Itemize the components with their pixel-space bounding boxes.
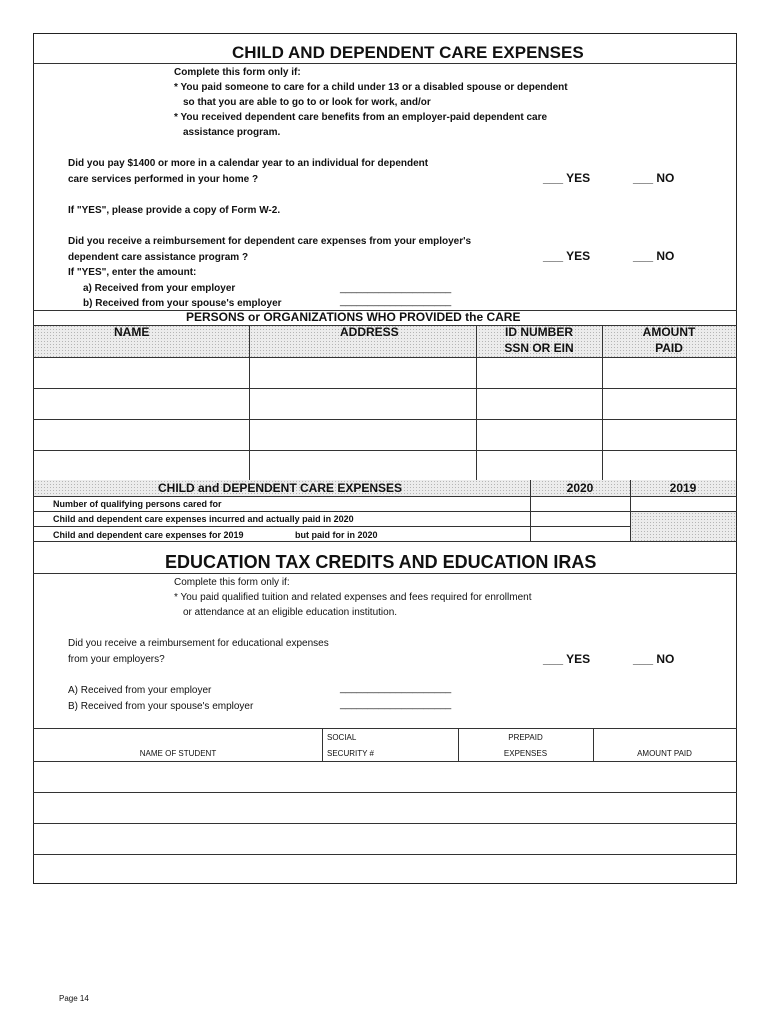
student-row[interactable] bbox=[34, 855, 736, 883]
prior-year-paid-2020-cell[interactable] bbox=[531, 527, 630, 541]
col-address-header: ADDRESS bbox=[340, 325, 399, 339]
education-question-line2: from your employers? bbox=[68, 654, 165, 665]
column-divider bbox=[476, 325, 477, 480]
received-employer-label: a) Received from your employer bbox=[83, 283, 236, 294]
page-number: Page 14 bbox=[59, 994, 89, 1003]
provider-name-cell[interactable] bbox=[34, 358, 249, 388]
education-bullet: * You paid qualified tuition and related expenses and fees required for enrollment bbox=[174, 592, 532, 603]
col-id-header-line2: SSN OR EIN bbox=[504, 341, 574, 355]
expenses-paid-2020-cell[interactable] bbox=[531, 512, 630, 526]
education-received-spouse-field[interactable]: ____________________ bbox=[340, 699, 452, 710]
col-prepaid-header: PREPAID bbox=[508, 733, 543, 742]
w2-note: If "YES", please provide a copy of Form W-2. bbox=[68, 205, 281, 216]
divider bbox=[33, 63, 737, 64]
column-divider bbox=[322, 728, 323, 761]
no-checkbox-line[interactable]: ___ NO bbox=[633, 249, 675, 263]
col-name-header: NAME bbox=[114, 325, 150, 339]
received-spouse-employer-field[interactable]: ____________________ bbox=[340, 296, 452, 307]
table-row-divider bbox=[33, 388, 737, 389]
student-row[interactable] bbox=[34, 762, 736, 792]
expenses-shaded-cells bbox=[631, 512, 736, 541]
education-received-employer-label: A) Received from your employer bbox=[68, 685, 212, 696]
student-row[interactable] bbox=[34, 824, 736, 854]
col-social-header-line2: SECURITY # bbox=[327, 749, 374, 758]
expenses-year-2019: 2019 bbox=[669, 481, 697, 495]
column-divider bbox=[602, 325, 603, 480]
education-title: EDUCATION TAX CREDITS AND EDUCATION IRAS bbox=[165, 552, 597, 572]
col-social-header: SOCIAL bbox=[327, 733, 357, 742]
question-reimbursement-line2: dependent care assistance program ? bbox=[68, 252, 249, 263]
child-care-intro: Complete this form only if: bbox=[174, 67, 301, 78]
col-amount-paid-header: AMOUNT PAID bbox=[637, 749, 692, 758]
expenses-year-2020: 2020 bbox=[566, 481, 594, 495]
education-bullet-line2: or attendance at an eligible education institution. bbox=[183, 607, 398, 618]
provider-address-cell[interactable] bbox=[250, 358, 476, 388]
education-intro: Complete this form only if: bbox=[174, 577, 290, 588]
student-row[interactable] bbox=[34, 793, 736, 823]
qualifying-persons-2019-cell[interactable] bbox=[631, 497, 736, 511]
yes-checkbox-line[interactable]: ___ YES bbox=[543, 171, 591, 185]
yes-checkbox-line[interactable]: ___ YES bbox=[543, 249, 591, 263]
child-care-bullet: assistance program. bbox=[183, 127, 281, 138]
table-row-divider bbox=[33, 419, 737, 420]
qualifying-persons-label: Number of qualifying persons cared for bbox=[53, 499, 222, 509]
education-received-spouse-label: B) Received from your spouse's employer bbox=[68, 701, 254, 712]
child-care-bullet: * You received dependent care benefits from an employer-paid dependent care bbox=[174, 112, 548, 123]
child-care-bullet: so that you are able to go to or look for work, and/or bbox=[183, 97, 431, 108]
received-employer-field[interactable]: ____________________ bbox=[340, 283, 452, 294]
prior-year-paid-label: but paid for in 2020 bbox=[295, 530, 378, 540]
table-row-divider bbox=[33, 450, 737, 451]
divider bbox=[33, 541, 737, 542]
question-dependent-care-1400-line2: care services performed in your home ? bbox=[68, 174, 259, 185]
expenses-title: CHILD and DEPENDENT CARE EXPENSES bbox=[158, 481, 403, 495]
column-divider bbox=[593, 728, 594, 761]
col-id-header: ID NUMBER bbox=[505, 325, 573, 339]
question-dependent-care-1400: Did you pay $1400 or more in a calendar year to an individual for dependent bbox=[68, 158, 429, 169]
column-divider bbox=[458, 728, 459, 761]
providers-title: PERSONS or ORGANIZATIONS WHO PROVIDED the CARE bbox=[186, 310, 521, 324]
child-care-bullet: * You paid someone to care for a child under 13 or a disabled spouse or dependent bbox=[174, 82, 568, 93]
child-care-title: CHILD AND DEPENDENT CARE EXPENSES bbox=[232, 43, 584, 62]
yes-checkbox-line[interactable]: ___ YES bbox=[543, 652, 591, 666]
question-reimbursement: Did you receive a reimbursement for dependent care expenses from your employer's bbox=[68, 236, 472, 247]
enter-amount-note: If "YES", enter the amount: bbox=[68, 267, 197, 278]
expenses-paid-label: Child and dependent care expenses incurred and actually paid in 2020 bbox=[53, 514, 354, 524]
qualifying-persons-2020-cell[interactable] bbox=[531, 497, 630, 511]
provider-amount-cell[interactable] bbox=[603, 358, 736, 388]
col-prepaid-header-line2: EXPENSES bbox=[503, 749, 548, 758]
divider bbox=[33, 728, 737, 729]
prior-year-expenses-label: Child and dependent care expenses for 2019 bbox=[53, 530, 244, 540]
no-checkbox-line[interactable]: ___ NO bbox=[633, 171, 675, 185]
provider-id-cell[interactable] bbox=[477, 358, 602, 388]
col-amount-header-line2: PAID bbox=[655, 341, 683, 355]
col-amount-header: AMOUNT bbox=[642, 325, 696, 339]
received-spouse-employer-label: b) Received from your spouse's employer bbox=[83, 298, 282, 309]
divider bbox=[33, 573, 737, 574]
no-checkbox-line[interactable]: ___ NO bbox=[633, 652, 675, 666]
education-question: Did you receive a reimbursement for educational expenses bbox=[68, 638, 329, 649]
col-student-header: NAME OF STUDENT bbox=[139, 749, 217, 758]
education-received-employer-field[interactable]: ____________________ bbox=[340, 683, 452, 694]
column-divider bbox=[249, 325, 250, 480]
